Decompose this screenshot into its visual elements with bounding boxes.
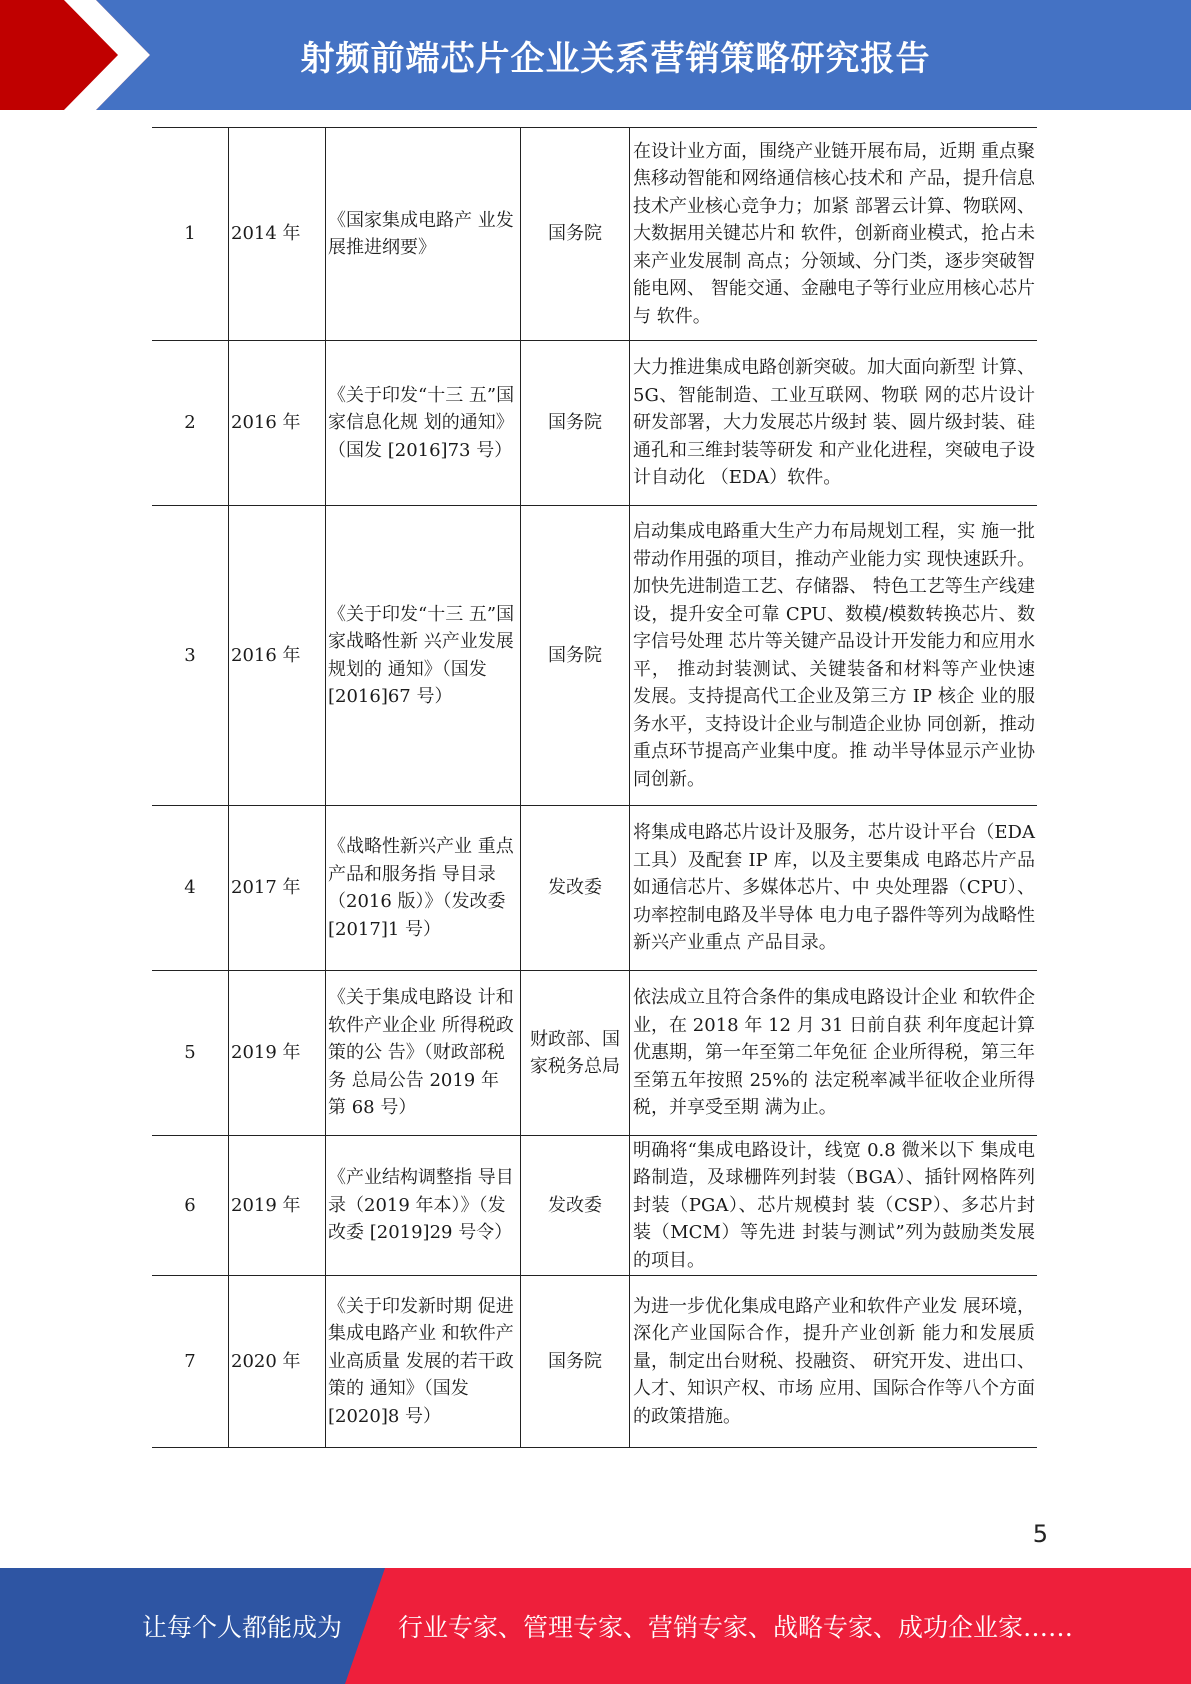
page-number: 5: [1032, 1520, 1048, 1548]
row-year: 2020 年: [229, 1276, 326, 1448]
table-row: [152, 971, 1037, 1136]
row-number: 3: [152, 506, 229, 806]
row-number: 2: [152, 341, 229, 506]
footer-slogan-right: 行业专家、管理专家、营销专家、战略专家、成功企业家……: [398, 1613, 1074, 1642]
row-content: 依法成立且符合条件的集成电路设计企业 和软件企业，在 2018 年 12 月 31 日前自获 利年度起计算优惠期，第一年至第二年免征 企业所得税，第三年至第五年按照 25%的 法定税率减半征收企业所得税，并享受至期 满为止。: [630, 971, 1038, 1136]
row-document: 《国家集成电路产 业发展推进纲要》: [326, 128, 521, 341]
row-issuer: 国务院: [521, 341, 630, 506]
page-title: 射频前端芯片企业关系营销策略研究报告: [300, 38, 931, 79]
row-year: 2016 年: [229, 506, 326, 806]
policy-table: [152, 127, 1037, 1448]
row-document: 《产业结构调整指 导目录（2019 年本）》（发改委 [2019]29 号令）: [326, 1136, 521, 1276]
row-issuer: 财政部、国家税务总局: [521, 971, 630, 1136]
table-row: [152, 506, 1037, 806]
row-year: 2014 年: [229, 128, 326, 341]
row-issuer: 发改委: [521, 806, 630, 971]
row-year: 2019 年: [229, 971, 326, 1136]
row-year: 2017 年: [229, 806, 326, 971]
row-content: 为进一步优化集成电路产业和软件产业发 展环境，深化产业国际合作，提升产业创新 能力和发展质量，制定出台财税、投融资、 研究开发、进出口、人才、知识产权、市场 应用、国际合作等八个方面的政策措施。: [630, 1276, 1038, 1448]
row-content: 明确将“集成电路设计，线宽 0.8 微米以下 集成电路制造，及球栅阵列封装（BGA）、插针网格阵列封装（PGA）、芯片规模封 装（CSP）、多芯片封装（MCM）等先进 封装与测试”列为鼓励类发展的项目。: [630, 1136, 1038, 1276]
row-number: 6: [152, 1136, 229, 1276]
footer-slogan-left: 让每个人都能成为: [142, 1613, 343, 1642]
row-number: 7: [152, 1276, 229, 1448]
row-year: 2019 年: [229, 1136, 326, 1276]
row-content: 在设计业方面，围绕产业链开展布局，近期 重点聚焦移动智能和网络通信核心技术和 产品，提升信息技术产业核心竞争力；加紧 部署云计算、物联网、大数据用关键芯片和 软件，创新商业模式，抢占未来产业发展制 高点；分领域、分门类，逐步突破智能电网、 智能交通、金融电子等行业应用核心芯片与 软件。: [630, 128, 1038, 341]
table-row: [152, 1136, 1037, 1276]
row-year: 2016 年: [229, 341, 326, 506]
table-row: [152, 806, 1037, 971]
row-content: 大力推进集成电路创新突破。加大面向新型 计算、5G、智能制造、工业互联网、物联 网的芯片设计研发部署，大力发展芯片级封 装、圆片级封装、硅通孔和三维封装等研发 和产业化进程，突破电子设计自动化 （EDA）软件。: [630, 341, 1038, 506]
row-issuer: 国务院: [521, 1276, 630, 1448]
row-document: 《战略性新兴产业 重点产品和服务指 导目录（2016 版）》（发改委[2017]1 号）: [326, 806, 521, 971]
row-number: 1: [152, 128, 229, 341]
row-content: 将集成电路芯片设计及服务，芯片设计平台（EDA 工具）及配套 IP 库，以及主要集成 电路芯片产品如通信芯片、多媒体芯片、中 央处理器（CPU）、功率控制电路及半导体 电力电子器件等列为战略性新兴产业重点 产品目录。: [630, 806, 1038, 971]
row-number: 5: [152, 971, 229, 1136]
header-banner: [0, 0, 1191, 110]
row-number: 4: [152, 806, 229, 971]
row-document: 《关于印发“十三 五”国家信息化规 划的通知》（国发 [2016]73 号）: [326, 341, 521, 506]
table-row: [152, 341, 1037, 506]
table-row: [152, 1276, 1037, 1448]
row-document: 《关于集成电路设 计和软件产业企业 所得税政策的公 告》（财政部税务 总局公告 2019 年 第 68 号）: [326, 971, 521, 1136]
footer-banner: [0, 1568, 1191, 1684]
row-document: 《关于印发“十三 五”国家战略性新 兴产业发展规划的 通知》（国发 [2016]67 号）: [326, 506, 521, 806]
row-issuer: 发改委: [521, 1136, 630, 1276]
row-issuer: 国务院: [521, 506, 630, 806]
row-document: 《关于印发新时期 促进集成电路产业 和软件产业高质量 发展的若干政策的 通知》（国发[2020]8 号）: [326, 1276, 521, 1448]
row-content: 启动集成电路重大生产力布局规划工程，实 施一批带动作用强的项目，推动产业能力实 现快速跃升。加快先进制造工艺、存储器、 特色工艺等生产线建设，提升安全可靠 CPU、数模/模数转换芯片、数字信号处理 芯片等关键产品设计开发能力和应用水平， 推动封装测试、关键装备和材料等产业快速 发展。支持提高代工企业及第三方 IP 核企 业的服务水平，支持设计企业与制造企业协 同创新，推动重点环节提高产业集中度。推 动半导体显示产业协同创新。: [630, 506, 1038, 806]
row-issuer: 国务院: [521, 128, 630, 341]
table-row: [152, 128, 1037, 341]
